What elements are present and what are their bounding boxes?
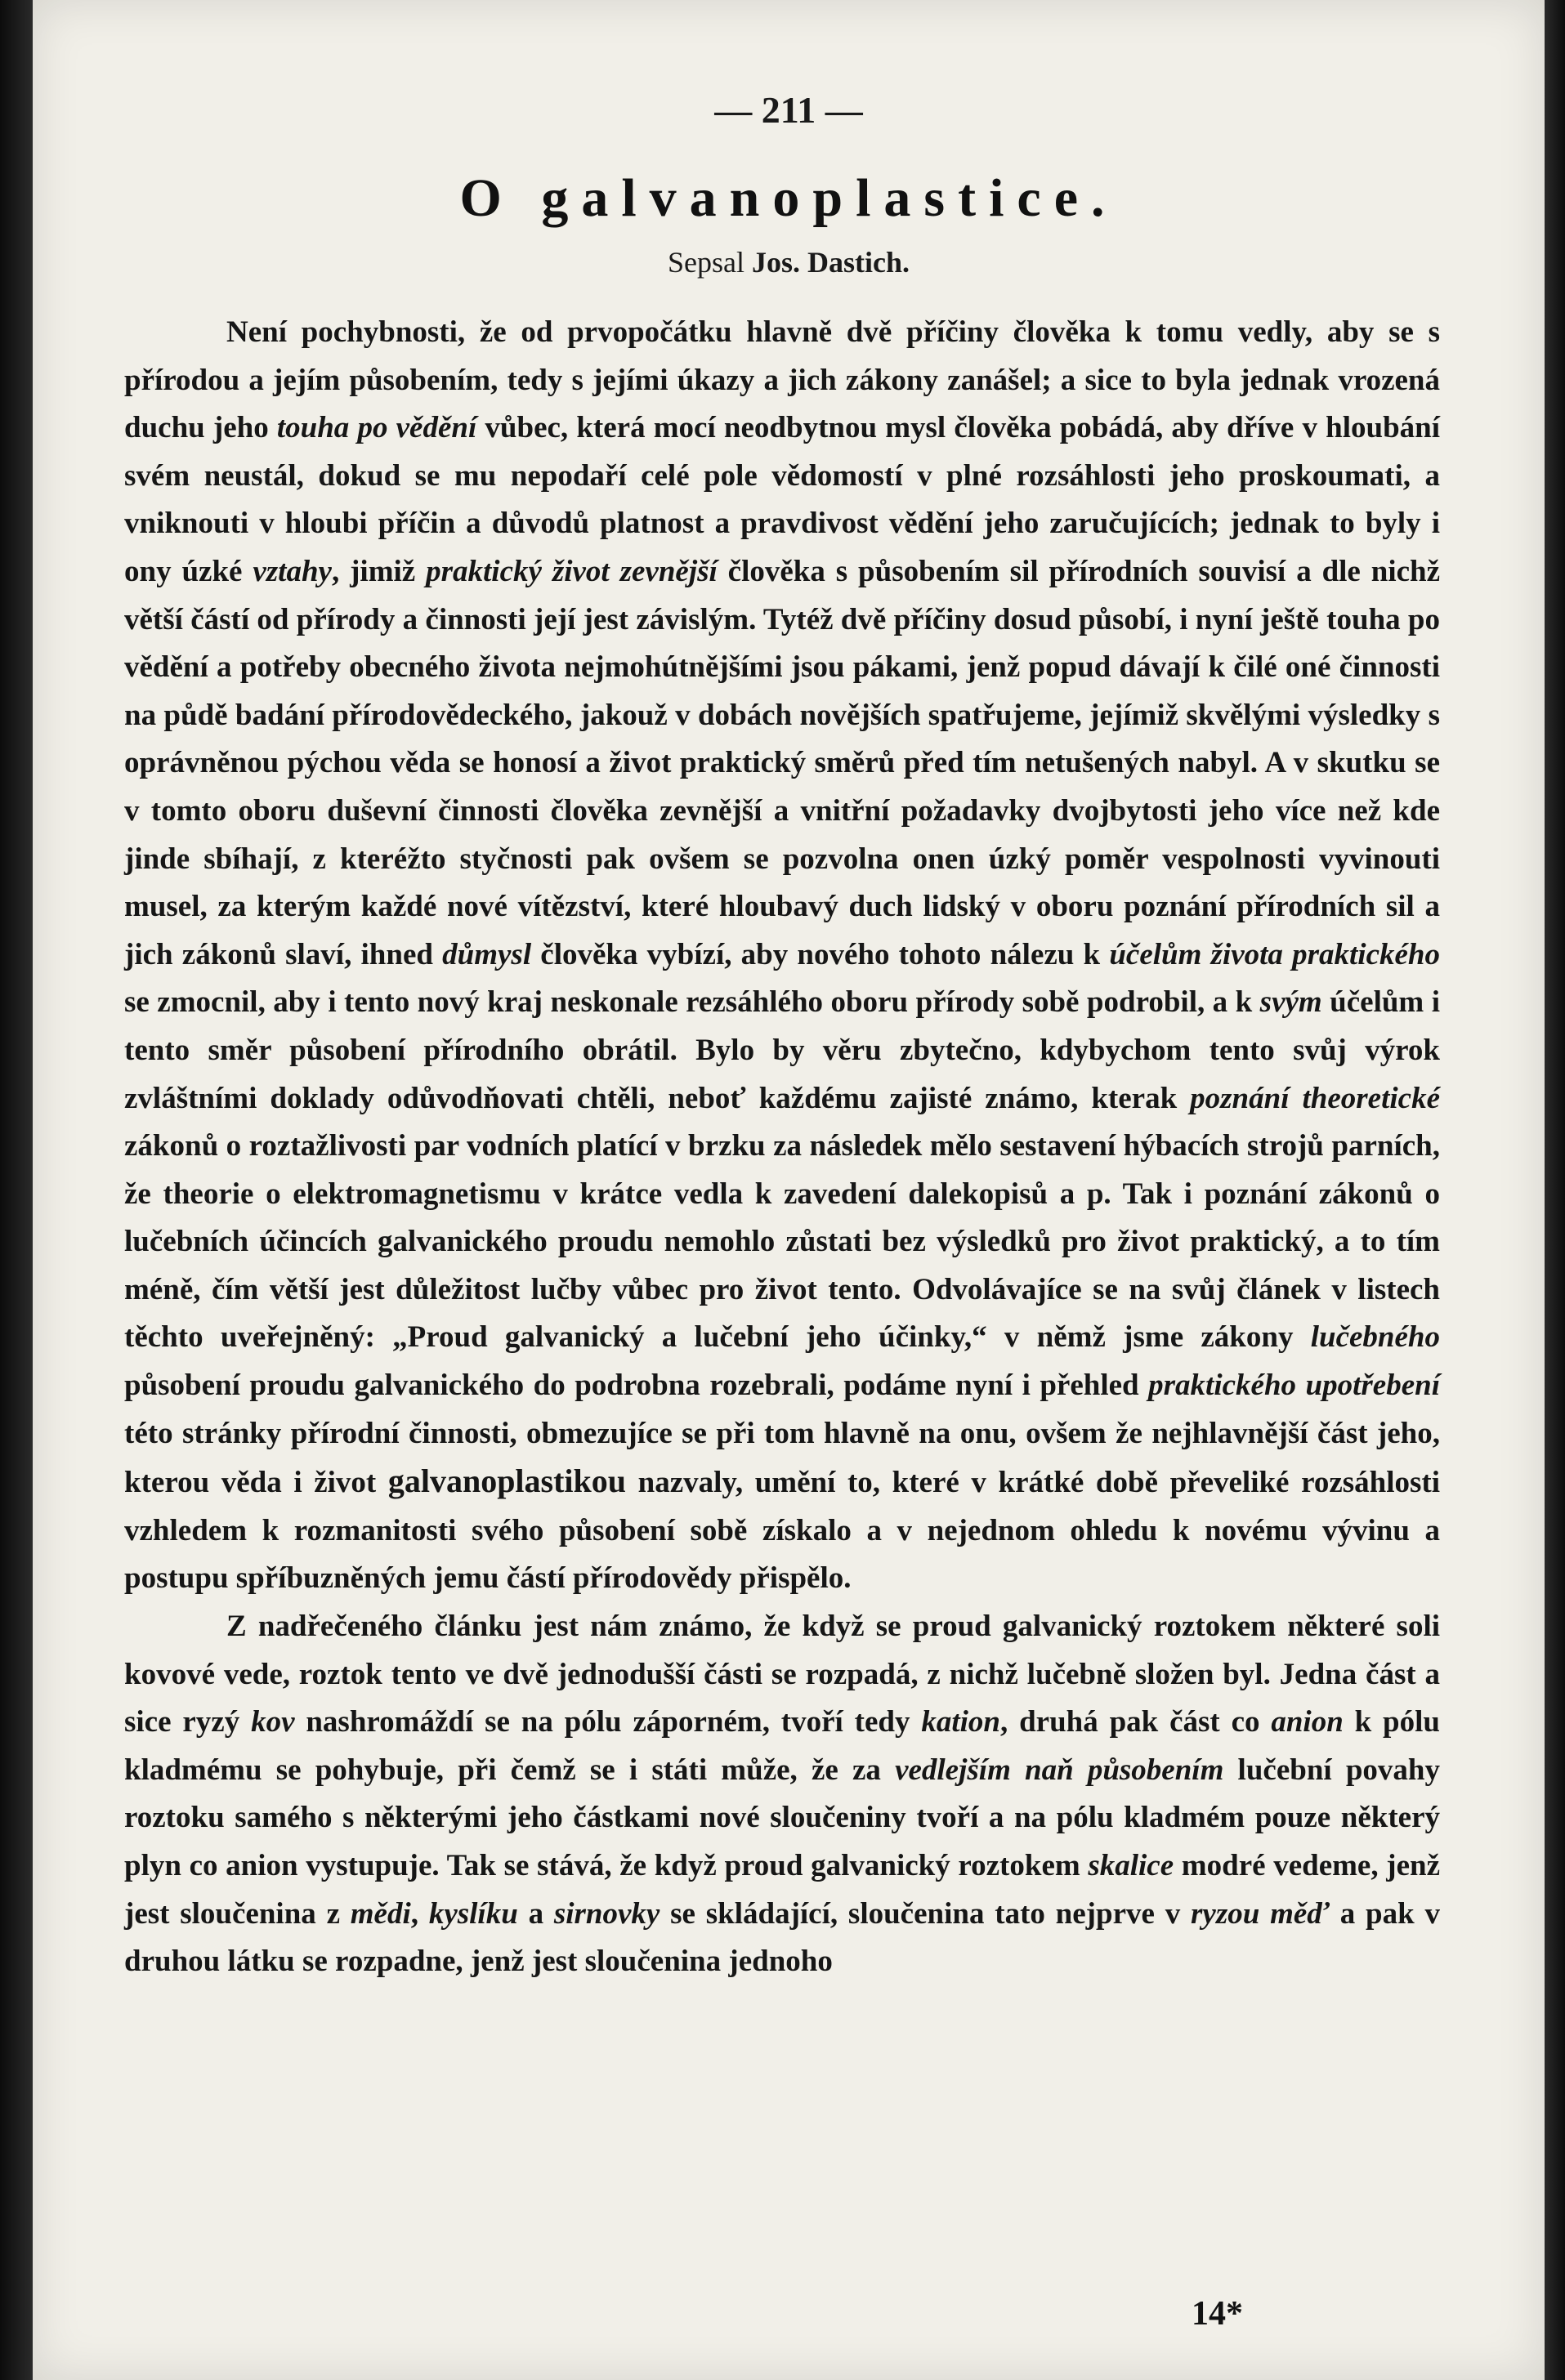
emphasis-text: kyslíku [428,1896,518,1931]
text-run: Není pochybnosti, že od prvopočátku hlavně dvě příčiny člověka k tomu vedly, aby se s přírodou a jejím působením, tedy s jejími úkazy a jich zákony zanášel; a sice to byla jednak vrozená duchu jeho [124,315,1440,445]
text-run: a pak v druhou látku se rozpadne, jenž jest sloučenina jednoho [124,1896,1440,1979]
page-number: — 211 — [714,89,863,131]
scan-edge-left [0,0,33,2380]
article-body [124,309,1440,1986]
byline-prefix: Sepsal [667,246,744,279]
emphasis-text: vztahy [253,554,332,588]
text-run: nazvaly, umění to, které v krátké době převeliké rozsáhlosti vzhledem k rozmanitosti svého působení sobě získalo a v nejednom ohledu k novému vývinu a postupu spříbuzněných jemu částí přírodovědy přispělo. [124,1466,1440,1596]
emphasis-text: svým [1259,985,1322,1020]
emphasis-text: skalice [1088,1849,1174,1882]
text-run: se zmocnil, aby i tento nový kraj neskonale rezsáhlého oboru přírody sobě podrobil, a k [124,985,1260,1020]
emphasis-text: praktického upotřebení [1148,1369,1441,1403]
text-run: nashromáždí se na pólu záporném, tvoří tedy [294,1705,922,1739]
emphasis-text: kov [251,1705,295,1739]
emphasis-text: vedlejším naň působením [895,1753,1224,1787]
emphasis-text: účelům života praktického [1109,937,1440,971]
text-run: , [410,1896,429,1931]
text-run: člověka vybízí, aby nového tohoto nálezu k [531,937,1110,971]
text-run: působení proudu galvanického do podrobna rozebrali, podáme nyní i přehled [124,1369,1149,1403]
book-page [33,0,1545,2380]
text-run: , jimiž [331,554,427,588]
text-run: účelům i tento směr působení přírodního obrátil. Bylo by věru zbytečno, kdybychom tento svůj výrok zvláštními doklady odůvodňovati chtěli, neboť každému zajisté známo, kterak [124,985,1440,1115]
text-run: člověka s působením sil přírodních souvisí a dle nichž větší částí od přírody a činnosti její jest závislým. Tytéž dvě příčiny dosud působí, i nyní ještě touha po vědění a potřeby obecného života nejmohútnějšími jsou pákami, jenž popud dávají k čilé oné činnosti na půdě badání přírodovědeckého, jakouž v dobách novějších spatřujeme, jejímiž skvělými výsledky s oprávněnou pýchou věda se honosí a život praktický směrů před tím netušených nabyl. A v skutku se v tomto oboru duševní činnosti člověka zevnější a vnitřní požadavky dvojbytosti jeho více než kde jinde sbíhají, z kteréžto styčnosti pak ovšem se pozvolna onen úzký poměr vespolnosti vyvinouti musel, za kterým každé nové vítězství, které hloubavý duch lidský v oboru poznání přírodních sil a jich zákonů slaví, ihned [124,554,1441,971]
byline [33,245,1545,279]
byline-author: Jos. Dastich. [751,246,910,279]
scan-edge-right [1545,0,1565,2380]
text-run: této stránky přírodní činnosti, obmezujíce se při tom hlavně na onu, ovšem že nejhlavnější část jeho, kterou věda i život [124,1416,1440,1500]
article-title: O galvanoplastice. [459,168,1118,228]
paragraph [124,309,1440,1603]
emphasis-text: praktický život zevnější [426,554,718,588]
emphasis-text: ryzou měď [1191,1896,1330,1931]
paragraph [124,1603,1440,1986]
text-run: modré vedeme, jenž jest sloučenina z [124,1849,1440,1931]
text-run: lučební povahy roztoku samého s některými jeho částkami nové sloučeniny tvoří a na pólu kladmém pouze některý plyn co anion vystupuje. Tak se stává, že když proud galvanický roztokem [124,1753,1440,1882]
text-run: a [517,1896,554,1931]
text-run: se skládající, sloučenina tato nejprve v [660,1896,1191,1931]
text-run: , druhá pak část co [999,1705,1272,1739]
emphasis-text: lučebného [1310,1320,1440,1355]
emphasis-text: sirnovky [553,1896,660,1931]
text-run: Z nadřečeného článku jest nám známo, že když se proud galvanický roztokem některé soli kovové vede, roztok tento ve dvě jednodušší části se rozpadá, z nichž lučebně složen byl. Jedna část a sice ryzý [124,1610,1440,1739]
signature-mark: 14* [1192,2295,1243,2333]
emphasis-text: důmysl [442,937,532,971]
highlight-term: galvanoplastikou [387,1462,627,1500]
emphasis-text: mědi [350,1896,411,1931]
emphasis-text: touha po vědění [276,411,477,445]
text-run: k pólu kladmému se pohybuje, při čemž se i státi může, že za [124,1705,1440,1787]
text-run: vůbec, která mocí neodbytnou mysl člověka pobádá, aby dříve v hloubání svém neustál, dokud se mu nepodaří celé pole vědomostí v plné rozsáhlosti jeho proskoumati, a vniknouti v hloubi příčin a důvodů platnost a pravdivost vědění jeho zaručujících; jednak to byly i ony úzké [124,411,1441,588]
emphasis-text: anion [1271,1705,1344,1739]
emphasis-text: poznání theoretické [1190,1081,1440,1115]
emphasis-text: kation [921,1705,1000,1739]
text-run: zákonů o roztažlivosti par vodních platící v brzku za následek mělo sestavení hýbacích strojů parních, že theorie o elektromagnetismu v krátce vedla k zavedení dalekopisů a p. Tak i poznání zákonů o lučebních účincích galvanického proudu nemohlo zůstati bez výsledků pro život praktický, a to tím méně, čím větší jest důležitost lučby vůbec pro život tento. Odvolávajíce se na svůj článek v listech těchto uveřejněný: „Proud galvanický a lučební jeho účinky,“ v němž jsme zákony [124,1129,1440,1355]
